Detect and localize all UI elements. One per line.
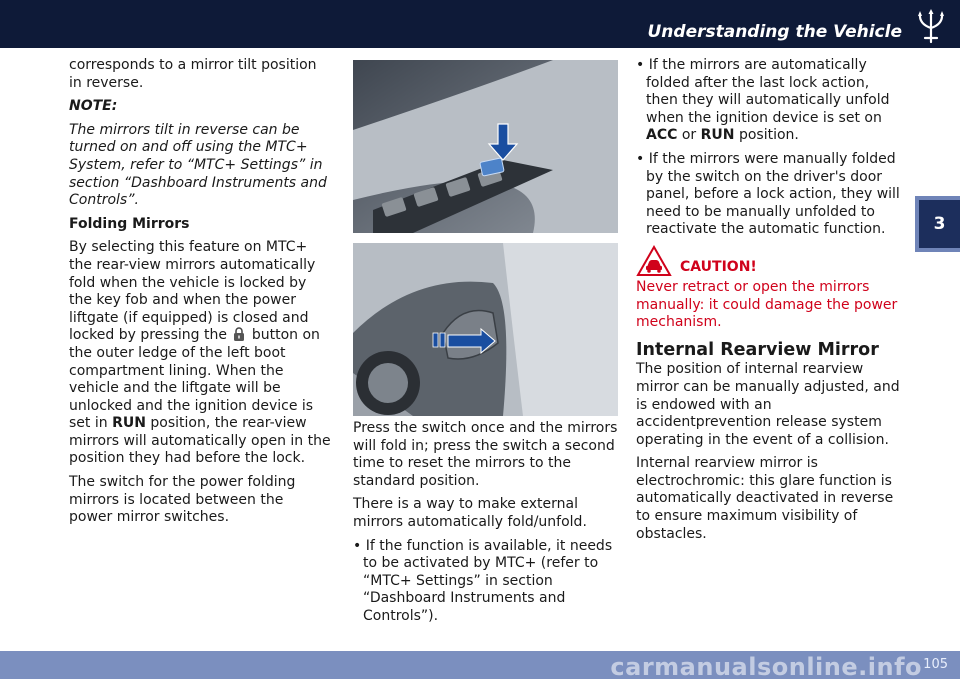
chapter-tab[interactable]: 3 [915, 196, 960, 252]
note-label: NOTE: [69, 98, 118, 115]
bullet-item: • If the function is available, it needs to be activated by MTC+ (refer to “MTC+ Settings” in section “Dashboard Instruments and Controls”). [353, 537, 613, 624]
page-header [0, 0, 960, 48]
column-left [69, 57, 331, 533]
column-middle [353, 420, 619, 632]
text-segment: or [681, 127, 697, 144]
paragraph: Press the switch once and the mirrors will fold in; press the switch a second time to reset the mirrors to the standard position. [353, 420, 618, 489]
run-keyword: RUN [700, 127, 735, 144]
paragraph: Internal rearview mirror is electrochromic: this glare function is automatically deactivated in reverse to ensure maximum visibility of obstacles. [636, 455, 894, 542]
paragraph: The switch for the power folding mirrors is located between the power mirror switches. [69, 474, 296, 526]
text-segment: position. [738, 127, 799, 144]
text-segment: By selecting this feature on MTC+ the rear-view mirrors automatically fold when the vehicle is locked by the key fob and when the power liftgate (if equipped) is closed and locked by pressing the [69, 239, 316, 344]
door-switch-photo [353, 60, 618, 233]
caution-car-icon [636, 245, 672, 277]
maserati-trident-icon [914, 8, 948, 46]
bullet-item: • If the mirrors were manually folded by the switch on the driver's door panel, before a lock action, they will need to be manually unfolded to reactivate the automatic function. [636, 150, 900, 238]
header-title: Understanding the Vehicle [647, 22, 902, 42]
watermark: carmanualsonline.info [610, 653, 922, 681]
acc-keyword: ACC [646, 127, 678, 144]
lock-icon [233, 327, 245, 341]
note-text: The mirrors tilt in reverse can be turned on and off using the MTC+ System, refer to “MTC+ Settings” in section “Dashboard Instruments and Controls”. [69, 121, 327, 209]
bullet-item [636, 57, 902, 145]
caution-text: Never retract or open the mirrors manually: it could damage the power mechanism. [636, 278, 898, 331]
text-segment: • If the mirrors are automatically folded after the last lock action, then they will automatically unfold when the ignition device is set on [636, 57, 890, 126]
paragraph-folding [69, 239, 331, 468]
section-heading-internal-mirror: Internal Rearview Mirror [636, 339, 879, 360]
column-right [636, 57, 902, 549]
text-segment: button on the outer ledge of the left boot compartment lining. When the vehicle and the liftgate will be unlocked and the ignition device is set in [69, 327, 320, 432]
paragraph: corresponds to a mirror tilt position in reverse. [69, 57, 317, 91]
caution-block [636, 245, 902, 279]
page-footer [0, 651, 960, 679]
text-segment: position, the rear-view mirrors will automatically open in the position they had before the lock. [69, 415, 331, 467]
caution-title: CAUTION! [680, 258, 757, 275]
run-keyword: RUN [112, 415, 146, 432]
mirror-folding-photo [353, 243, 618, 416]
page-number: 105 [923, 657, 948, 672]
paragraph: The position of internal rearview mirror can be manually adjusted, and is endowed with an accidentprevention release system operating in the event of a collision. [636, 361, 900, 448]
subheading-folding-mirrors: Folding Mirrors [69, 215, 190, 232]
paragraph: There is a way to make external mirrors automatically fold/unfold. [353, 496, 587, 530]
